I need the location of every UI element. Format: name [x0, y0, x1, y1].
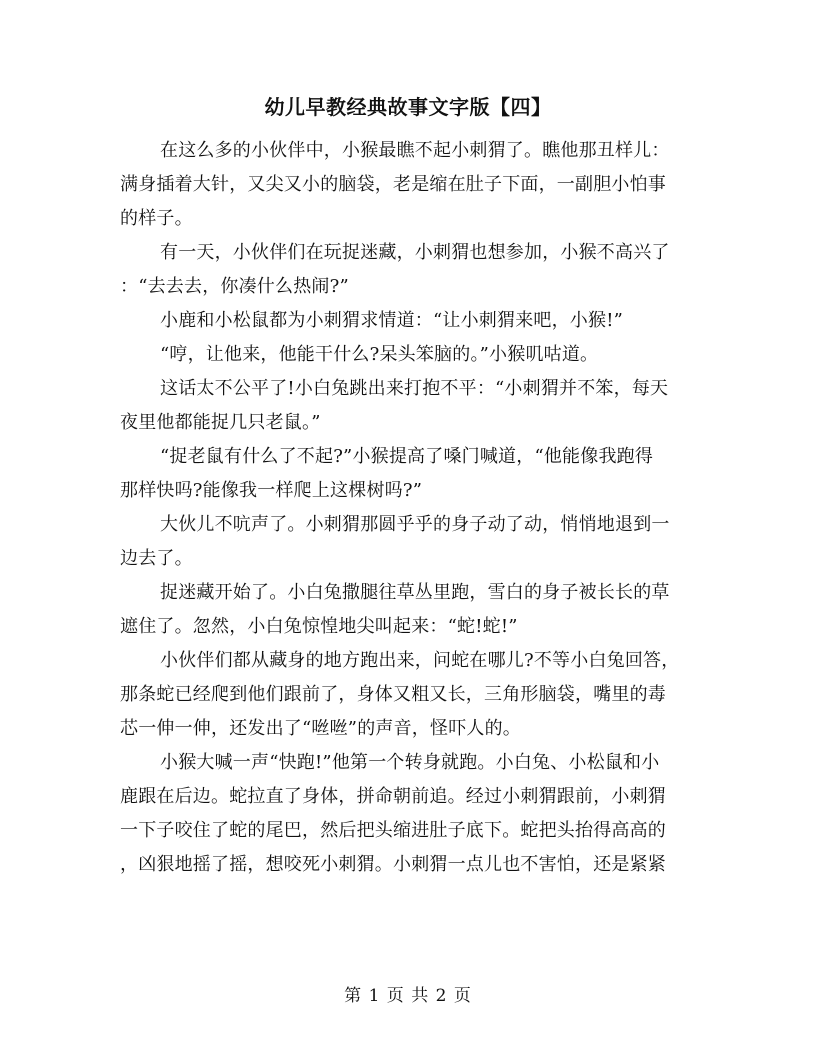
text-line: 芯一伸一伸，还发出了“咝咝”的声音，怪吓人的。 [120, 718, 522, 739]
text-line: 一下子咬住了蛇的尾巴，然后把头缩进肚子底下。蛇把头抬得高高的 [120, 820, 666, 841]
text-line: 的样子。 [120, 208, 193, 229]
text-line: 小猴大喊一声“快跑!”他第一个转身就跑。小白兔、小松鼠和小 [160, 752, 660, 773]
text-line: “捉老鼠有什么了不起?”小猴提高了嗓门喊道，“他能像我跑得 [160, 446, 654, 467]
text-line: 那样快吗?能像我一样爬上这棵树吗?” [120, 480, 423, 501]
document-title: 幼儿早教经典故事文字版【四】 [264, 95, 552, 119]
text-line: ，凶狠地摇了摇，想咬死小刺猬。小刺猬一点儿也不害怕，还是紧紧 [120, 854, 666, 875]
text-line: 边去了。 [120, 548, 193, 569]
text-line: 这话太不公平了!小白兔跳出来打抱不平：“小刺猬并不笨，每天 [160, 378, 669, 399]
text-line: 有一天，小伙伴们在玩捉迷藏，小刺猬也想参加，小猴不高兴了 [160, 242, 670, 263]
text-line: 满身插着大针，又尖又小的脑袋，老是缩在肚子下面，一副胆小怕事 [120, 174, 666, 195]
page-footer: 第 1 页 共 2 页 [344, 986, 472, 1006]
text-line: “哼，让他来，他能干什么?呆头笨脑的。”小猴叽咕道。 [160, 344, 599, 365]
text-line: 鹿跟在后边。蛇拉直了身体，拼命朝前追。经过小刺猬跟前，小刺猬 [120, 786, 666, 807]
text-line: 那条蛇已经爬到他们跟前了，身体又粗又长，三角形脑袋，嘴里的毒 [120, 684, 666, 705]
text-line: 小伙伴们都从藏身的地方跑出来，问蛇在哪儿?不等小白兔回答， [160, 650, 680, 671]
text-line: 夜里他都能捉几只老鼠。” [120, 412, 321, 433]
text-line: 遮住了。忽然，小白兔惊惶地尖叫起来：“蛇!蛇!” [120, 616, 518, 637]
text-line: 大伙儿不吭声了。小刺猬那圆乎乎的身子动了动，悄悄地退到一 [160, 514, 670, 535]
document-body [120, 134, 696, 882]
text-line: 在这么多的小伙伴中，小猴最瞧不起小刺猬了。瞧他那丑样儿： [160, 140, 670, 161]
text-line: 小鹿和小松鼠都为小刺猬求情道：“让小刺猬来吧，小猴!” [160, 310, 624, 331]
text-line: 捉迷藏开始了。小白兔撒腿往草丛里跑，雪白的身子被长长的草 [160, 582, 670, 603]
text-line: ：“去去去，你凑什么热闹?” [120, 276, 349, 297]
